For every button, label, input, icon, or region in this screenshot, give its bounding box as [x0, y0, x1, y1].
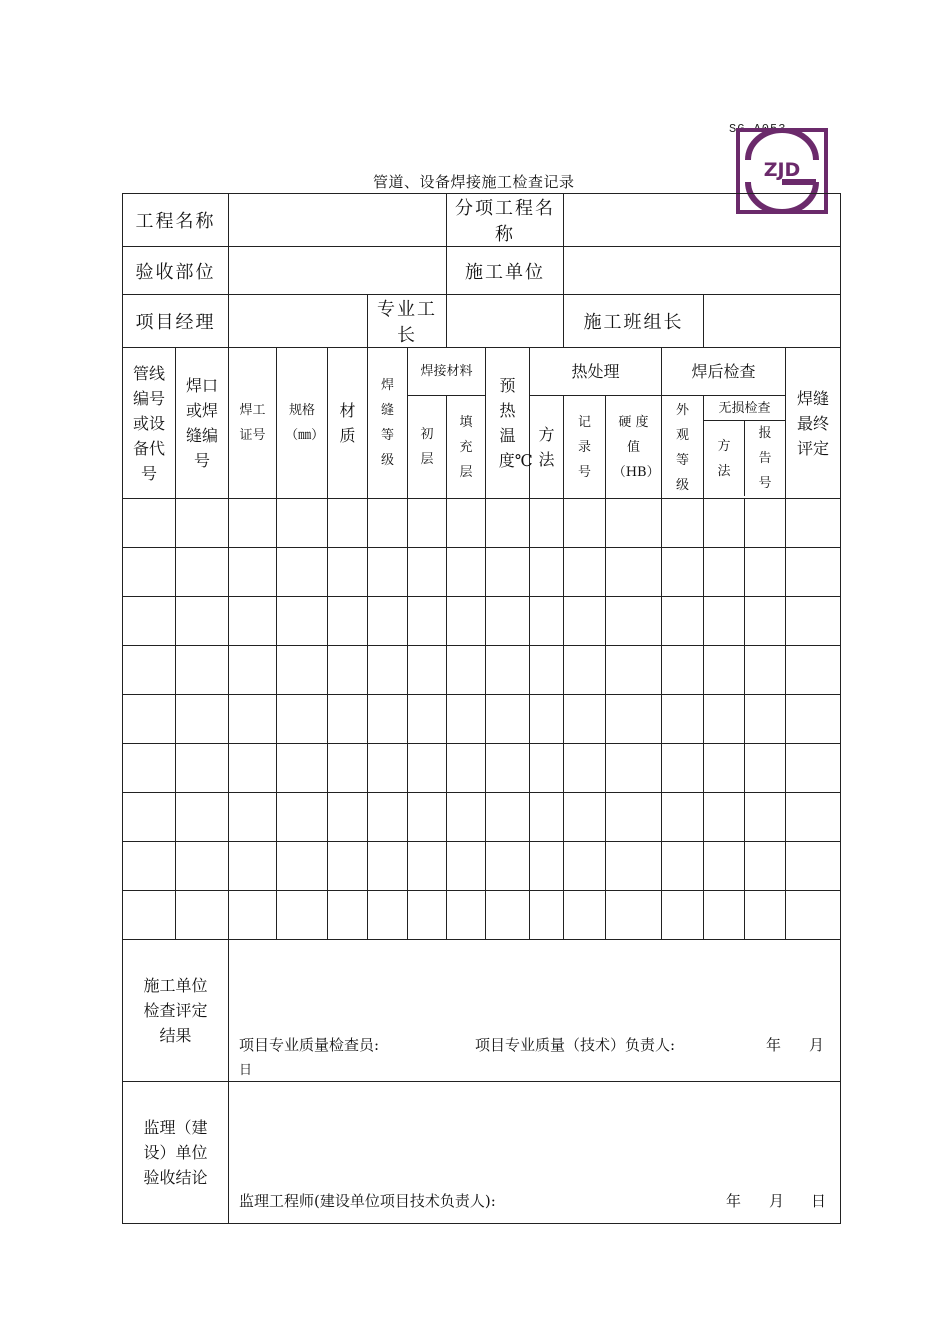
table-cell[interactable] [123, 548, 176, 597]
table-cell[interactable] [123, 499, 176, 548]
table-cell[interactable] [786, 695, 841, 744]
table-cell[interactable] [530, 499, 564, 548]
table-cell[interactable] [368, 499, 408, 548]
table-cell[interactable] [704, 499, 745, 548]
sub-project-name-value[interactable] [564, 194, 841, 247]
table-cell[interactable] [704, 891, 745, 940]
col-spec: 规格（㎜） [285, 403, 325, 443]
table-cell[interactable] [786, 744, 841, 793]
table-row [123, 695, 841, 744]
table-cell[interactable] [368, 646, 408, 695]
table-cell[interactable] [447, 744, 486, 793]
table-cell[interactable] [786, 891, 841, 940]
table-cell[interactable] [176, 597, 229, 646]
table-cell[interactable] [123, 646, 176, 695]
table-cell[interactable] [176, 744, 229, 793]
table-cell[interactable] [277, 548, 328, 597]
construction-result-area[interactable] [229, 940, 841, 1082]
table-cell[interactable] [745, 744, 786, 793]
table-cell[interactable] [745, 548, 786, 597]
table-cell[interactable] [368, 842, 408, 891]
table-cell[interactable] [564, 744, 606, 793]
table-cell[interactable] [486, 744, 530, 793]
col-appearance: 外观等级 [675, 403, 689, 493]
logo-text: ZJD [763, 159, 801, 181]
table-cell[interactable] [328, 695, 368, 744]
table-cell[interactable] [786, 646, 841, 695]
table-cell[interactable] [564, 548, 606, 597]
table-cell[interactable] [447, 793, 486, 842]
table-cell[interactable] [486, 646, 530, 695]
table-row [123, 597, 841, 646]
table-row [123, 891, 841, 940]
table-row [123, 793, 841, 842]
table-cell[interactable] [486, 499, 530, 548]
table-cell[interactable] [176, 646, 229, 695]
table-cell[interactable] [328, 793, 368, 842]
table-cell[interactable] [229, 548, 277, 597]
table-cell[interactable] [704, 646, 745, 695]
table-cell[interactable] [277, 842, 328, 891]
table-cell[interactable] [368, 793, 408, 842]
table-cell[interactable] [662, 695, 704, 744]
table-cell[interactable] [530, 891, 564, 940]
table-cell[interactable] [530, 597, 564, 646]
table-cell[interactable] [745, 646, 786, 695]
table-cell[interactable] [176, 499, 229, 548]
table-cell[interactable] [530, 695, 564, 744]
foreman-value[interactable] [447, 295, 564, 348]
table-cell[interactable] [564, 793, 606, 842]
table-cell[interactable] [662, 891, 704, 940]
table-row [123, 646, 841, 695]
col-ndt-report: 报告号 [758, 426, 772, 491]
table-cell[interactable] [229, 646, 277, 695]
table-cell[interactable] [662, 842, 704, 891]
table-cell[interactable] [176, 891, 229, 940]
table-cell[interactable] [229, 499, 277, 548]
table-cell[interactable] [123, 891, 176, 940]
table-cell[interactable] [328, 499, 368, 548]
table-cell[interactable] [704, 842, 745, 891]
table-cell[interactable] [328, 842, 368, 891]
table-cell[interactable] [408, 597, 447, 646]
table-cell[interactable] [277, 793, 328, 842]
table-cell[interactable] [662, 744, 704, 793]
supervision-day: 日 [811, 1192, 827, 1210]
table-row [123, 842, 841, 891]
table-cell[interactable] [564, 842, 606, 891]
table-cell[interactable] [530, 548, 564, 597]
col-hardness: 硬 度值（HB） [612, 414, 660, 480]
table-cell[interactable] [564, 695, 606, 744]
construction-unit-value[interactable] [564, 247, 841, 295]
table-cell[interactable] [564, 891, 606, 940]
supervision-conclusion-area[interactable] [229, 1082, 841, 1224]
supervision-month: 月 [769, 1192, 785, 1210]
table-cell[interactable] [408, 548, 447, 597]
col-heat-treat: 热处理 [530, 348, 662, 396]
col-weld-grade: 焊缝等级 [380, 378, 394, 468]
table-cell[interactable] [368, 891, 408, 940]
table-cell[interactable] [704, 597, 745, 646]
supervisor-label: 监理工程师(建设单位项目技术负责人): [239, 1192, 496, 1210]
col-pipe-no: 管线编号或设备代号 [132, 363, 165, 483]
project-name-value[interactable] [229, 194, 447, 247]
table-cell[interactable] [606, 744, 662, 793]
table-cell[interactable] [486, 891, 530, 940]
table-cell[interactable] [277, 744, 328, 793]
construction-result-label: 施工单位检查评定结果 [143, 976, 208, 1045]
table-cell[interactable] [606, 891, 662, 940]
table-cell[interactable] [408, 744, 447, 793]
table-cell[interactable] [408, 499, 447, 548]
table-row [123, 499, 841, 548]
table-cell[interactable] [408, 842, 447, 891]
project-name-label: 工程名称 [123, 194, 229, 247]
data-rows [123, 499, 841, 940]
table-cell[interactable] [277, 891, 328, 940]
table-cell[interactable] [662, 548, 704, 597]
table-cell[interactable] [229, 695, 277, 744]
col-ndt-method: 方法 [717, 438, 731, 479]
table-cell[interactable] [176, 793, 229, 842]
table-cell[interactable] [229, 842, 277, 891]
table-cell[interactable] [606, 597, 662, 646]
table-cell[interactable] [564, 499, 606, 548]
table-cell[interactable] [486, 793, 530, 842]
col-fill: 填充层 [459, 414, 473, 480]
col-final: 焊缝最终评定 [796, 388, 829, 458]
col-ndt: 无损检查 [704, 396, 785, 421]
table-cell[interactable] [704, 695, 745, 744]
table-cell[interactable] [368, 744, 408, 793]
table-cell[interactable] [704, 744, 745, 793]
table-cell[interactable] [447, 548, 486, 597]
table-cell[interactable] [564, 597, 606, 646]
table-cell[interactable] [564, 646, 606, 695]
table-cell[interactable] [662, 793, 704, 842]
table-cell[interactable] [277, 597, 328, 646]
col-material: 材质 [339, 401, 356, 445]
table-cell[interactable] [662, 646, 704, 695]
construction-year: 年 [766, 1036, 782, 1054]
table-cell[interactable] [229, 744, 277, 793]
table-cell[interactable] [606, 842, 662, 891]
table-cell[interactable] [606, 695, 662, 744]
table-cell[interactable] [328, 646, 368, 695]
table-cell[interactable] [786, 548, 841, 597]
project-manager-value[interactable] [229, 295, 368, 348]
inspection-form [122, 193, 841, 1224]
table-cell[interactable] [786, 842, 841, 891]
table-cell[interactable] [408, 646, 447, 695]
table-cell[interactable] [662, 597, 704, 646]
table-cell[interactable] [277, 695, 328, 744]
table-cell[interactable] [447, 646, 486, 695]
project-manager-label: 项目经理 [123, 295, 229, 348]
team-leader-label: 施工班组长 [564, 295, 704, 348]
table-cell[interactable] [176, 695, 229, 744]
table-cell[interactable] [229, 793, 277, 842]
quality-manager-label: 项目专业质量（技术）负责人: [475, 1036, 676, 1054]
table-cell[interactable] [123, 597, 176, 646]
table-cell[interactable] [176, 548, 229, 597]
table-cell[interactable] [786, 499, 841, 548]
table-cell[interactable] [745, 695, 786, 744]
table-row [123, 744, 841, 793]
table-cell[interactable] [277, 499, 328, 548]
table-cell[interactable] [530, 842, 564, 891]
table-cell[interactable] [606, 548, 662, 597]
table-cell[interactable] [786, 597, 841, 646]
table-cell[interactable] [368, 597, 408, 646]
table-cell[interactable] [368, 548, 408, 597]
foreman-label: 专业工长 [368, 295, 447, 348]
table-cell[interactable] [328, 597, 368, 646]
table-cell[interactable] [447, 597, 486, 646]
col-ht-method: 方法 [538, 425, 555, 469]
col-ht-record: 记录号 [577, 414, 591, 480]
construction-unit-label: 施工单位 [447, 247, 564, 295]
acceptance-part-label: 验收部位 [123, 247, 229, 295]
table-cell[interactable] [328, 891, 368, 940]
col-root: 初层 [420, 427, 434, 467]
table-cell[interactable] [176, 842, 229, 891]
table-cell[interactable] [229, 597, 277, 646]
table-cell[interactable] [745, 499, 786, 548]
table-cell[interactable] [123, 744, 176, 793]
col-post-check: 焊后检查 [662, 348, 786, 396]
table-cell[interactable] [662, 499, 704, 548]
col-weld-material: 焊接材料 [408, 348, 486, 396]
team-leader-value[interactable] [704, 295, 841, 348]
table-cell[interactable] [447, 891, 486, 940]
table-cell[interactable] [745, 793, 786, 842]
table-cell[interactable] [368, 695, 408, 744]
table-cell[interactable] [328, 744, 368, 793]
table-cell[interactable] [745, 842, 786, 891]
table-cell[interactable] [745, 597, 786, 646]
table-cell[interactable] [486, 548, 530, 597]
table-cell[interactable] [704, 793, 745, 842]
table-cell[interactable] [704, 548, 745, 597]
table-cell[interactable] [486, 695, 530, 744]
table-cell[interactable] [606, 646, 662, 695]
table-cell[interactable] [408, 695, 447, 744]
col-weld-no: 焊口或焊缝编号 [185, 376, 218, 470]
table-cell[interactable] [229, 891, 277, 940]
table-cell[interactable] [530, 793, 564, 842]
table-cell[interactable] [530, 744, 564, 793]
construction-day: 日 [239, 1063, 253, 1078]
table-cell[interactable] [530, 646, 564, 695]
construction-month: 月 [809, 1036, 825, 1054]
table-row [123, 548, 841, 597]
supervision-year: 年 [726, 1192, 742, 1210]
table-cell[interactable] [606, 499, 662, 548]
table-cell[interactable] [408, 793, 447, 842]
table-cell[interactable] [447, 499, 486, 548]
table-cell[interactable] [277, 646, 328, 695]
table-cell[interactable] [606, 793, 662, 842]
table-cell[interactable] [447, 842, 486, 891]
supervision-conclusion-label: 监理（建设）单位验收结论 [143, 1118, 208, 1187]
table-cell[interactable] [745, 891, 786, 940]
table-cell[interactable] [123, 793, 176, 842]
inspector-label: 项目专业质量检查员: [239, 1036, 380, 1054]
page-title: 管道、设备焊接施工检查记录 [373, 173, 575, 191]
table-cell[interactable] [786, 793, 841, 842]
table-cell[interactable] [123, 842, 176, 891]
table-cell[interactable] [123, 695, 176, 744]
table-cell[interactable] [408, 891, 447, 940]
table-cell[interactable] [328, 548, 368, 597]
acceptance-part-value[interactable] [229, 247, 447, 295]
table-cell[interactable] [486, 842, 530, 891]
col-preheat: 预热温度℃ [498, 376, 533, 470]
sub-project-name-label: 分项工程名称 [447, 194, 564, 247]
col-welder-cert: 焊工证号 [239, 403, 266, 443]
table-cell[interactable] [486, 597, 530, 646]
table-cell[interactable] [447, 695, 486, 744]
form-code: SG-A053 [729, 122, 787, 136]
